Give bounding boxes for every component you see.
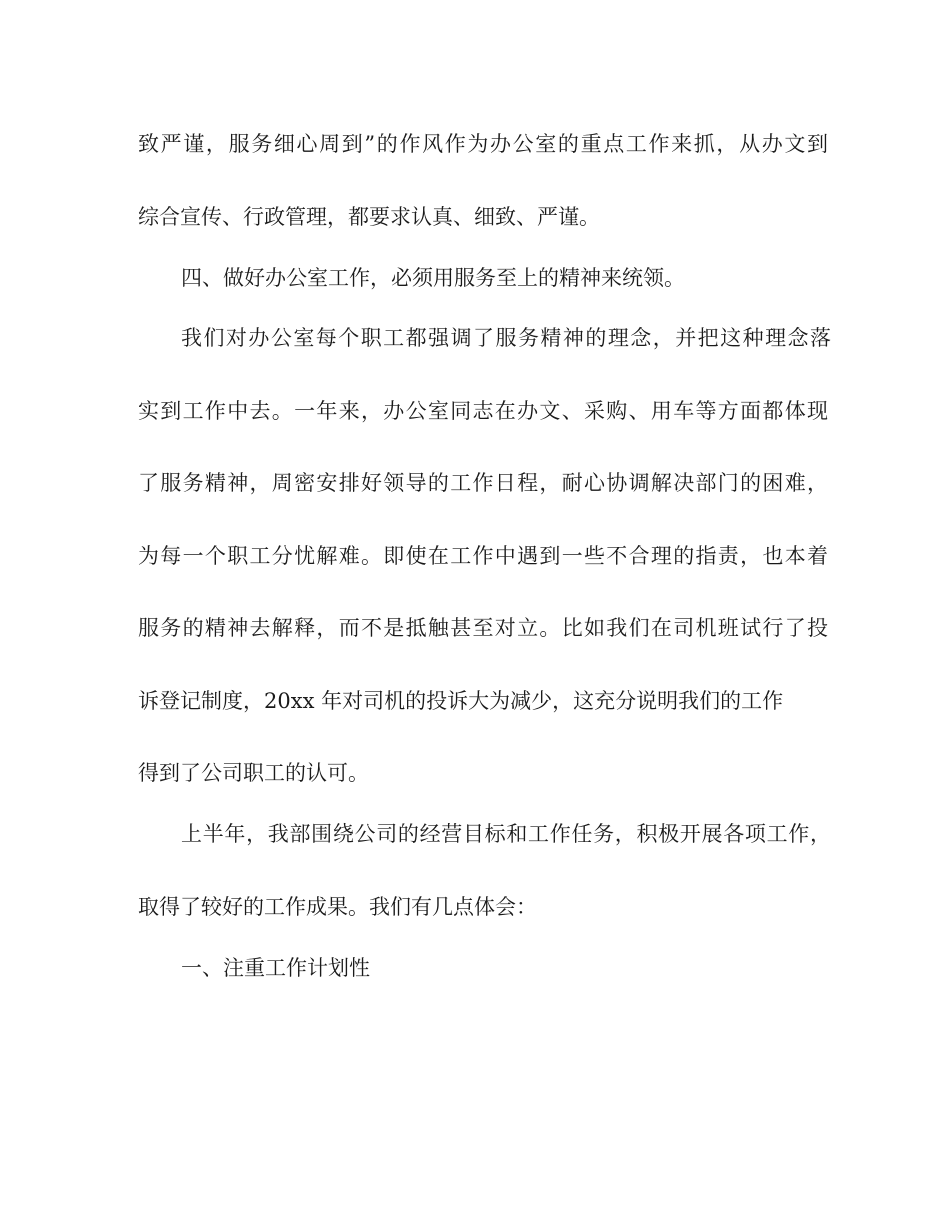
text-line: 实到工作中去。一年来，办公室同志在办文、采购、用车等方面都体现	[138, 399, 828, 423]
text-line: 我们对办公室每个职工都强调了服务精神的理念，并把这种理念落	[181, 326, 831, 350]
text-line: 上半年，我部围绕公司的经营目标和工作任务，积极开展各项工作，	[181, 822, 831, 846]
text-line: 取得了较好的工作成果。我们有几点体会：	[138, 895, 537, 919]
text-line: 为每一个职工分忧解难。即使在工作中遇到一些不合理的指责，也本着	[138, 544, 828, 568]
section-heading: 一、注重工作计划性	[181, 956, 370, 980]
text-line: 得到了公司职工的认可。	[138, 761, 369, 785]
text-line: 服务的精神去解释，而不是抵触甚至对立。比如我们在司机班试行了投	[138, 616, 828, 640]
text-line: 致严谨，服务细心周到”的作风作为办公室的重点工作来抓，从办文到	[138, 132, 828, 156]
text-line: 诉登记制度，20xx 年对司机的投诉大为减少，这充分说明我们的工作	[138, 689, 784, 713]
text-line: 了服务精神，周密安排好领导的工作日程，耐心协调解决部门的困难，	[138, 471, 828, 495]
text-line: 综合宣传、行政管理，都要求认真、细致、严谨。	[138, 205, 600, 229]
section-heading: 四、做好办公室工作，必须用服务至上的精神来统领。	[181, 266, 685, 290]
